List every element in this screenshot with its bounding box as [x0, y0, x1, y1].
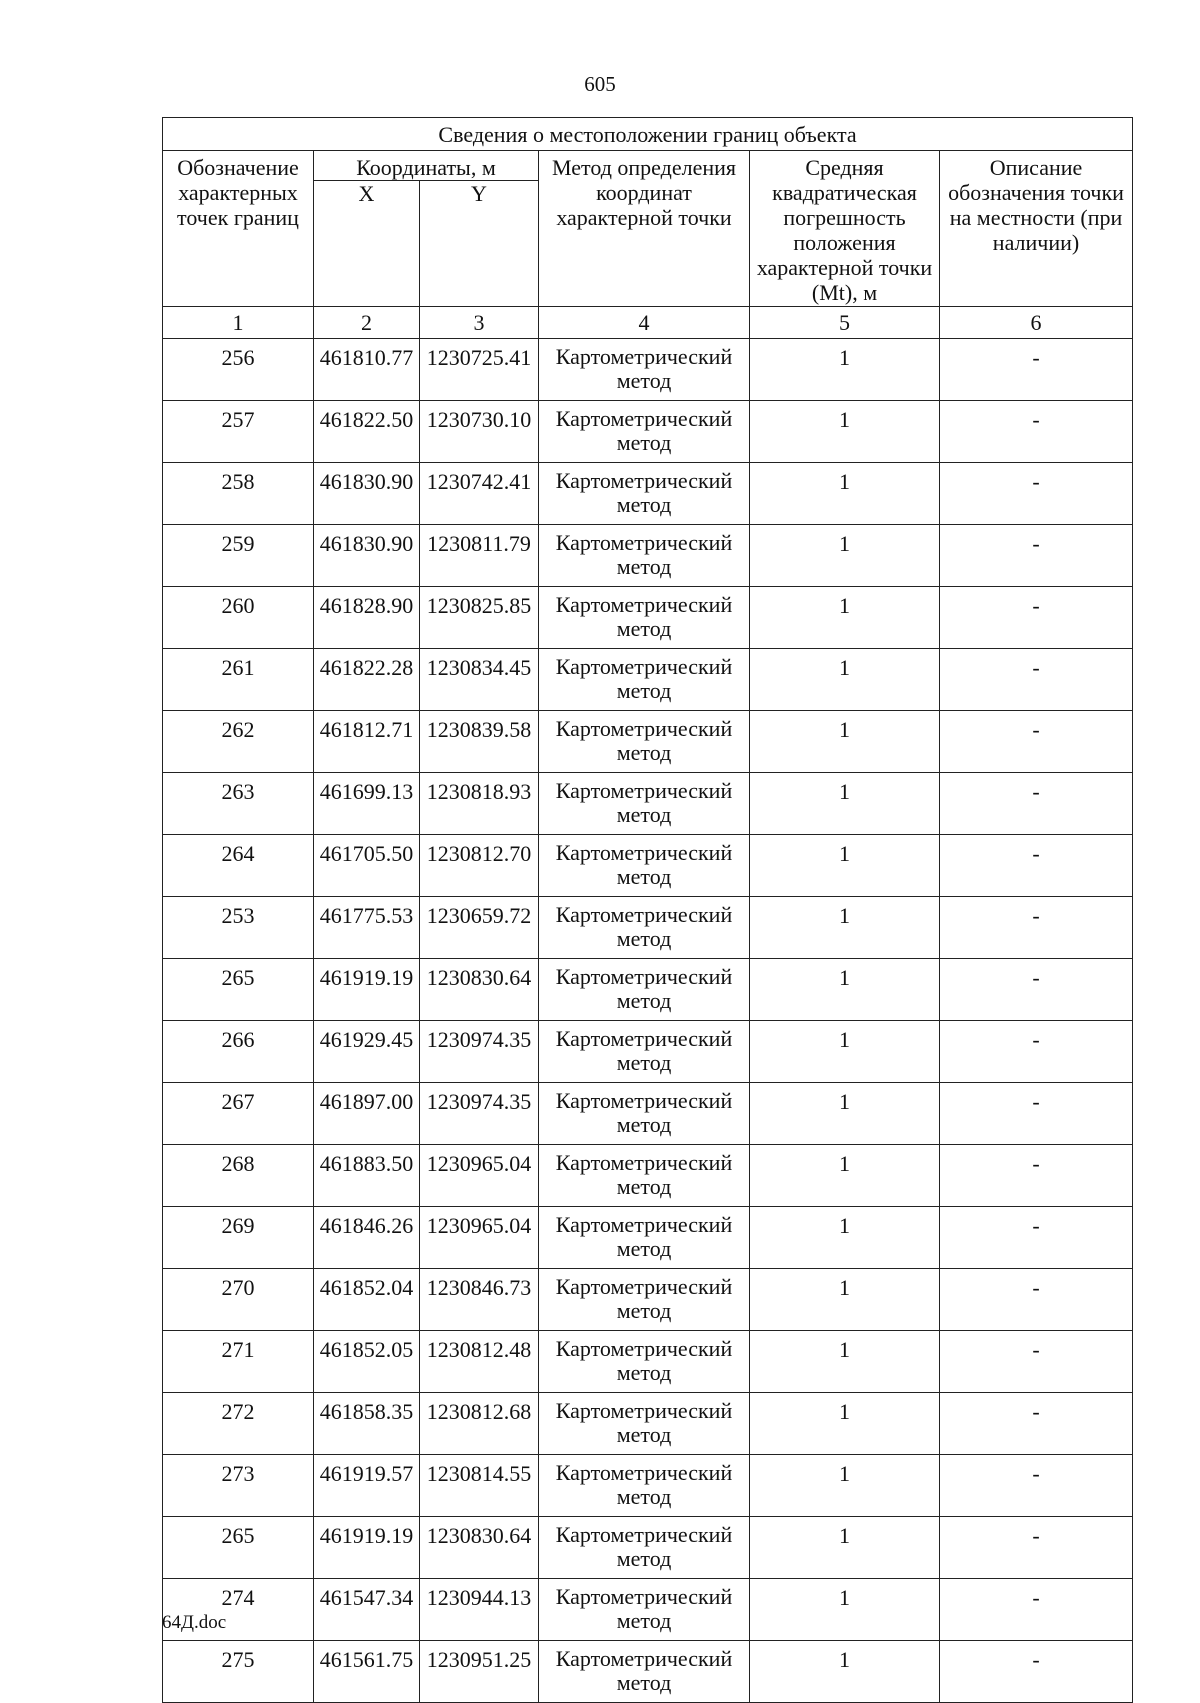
cell-y: 1230818.93 — [420, 773, 539, 835]
column-number: 5 — [750, 307, 940, 339]
cell-description: - — [940, 1455, 1133, 1517]
cell-description: - — [940, 1207, 1133, 1269]
cell-method: Картометрический метод — [539, 463, 750, 525]
cell-point: 261 — [163, 649, 314, 711]
table-row — [163, 773, 1133, 835]
table-row — [163, 835, 1133, 897]
cell-description: - — [940, 1331, 1133, 1393]
table-row — [163, 1269, 1133, 1331]
header-point: Обозначение характерных точек границ — [163, 151, 314, 307]
cell-x: 461822.28 — [314, 649, 420, 711]
cell-x: 461810.77 — [314, 339, 420, 401]
cell-description: - — [940, 897, 1133, 959]
cell-error: 1 — [750, 401, 940, 463]
cell-x: 461812.71 — [314, 711, 420, 773]
cell-description: - — [940, 339, 1133, 401]
cell-method: Картометрический метод — [539, 1517, 750, 1579]
cell-method: Картометрический метод — [539, 1393, 750, 1455]
table-row — [163, 1207, 1133, 1269]
cell-y: 1230830.64 — [420, 1517, 539, 1579]
cell-y: 1230974.35 — [420, 1021, 539, 1083]
cell-point: 266 — [163, 1021, 314, 1083]
cell-point: 259 — [163, 525, 314, 587]
table-row — [163, 339, 1133, 401]
cell-description: - — [940, 773, 1133, 835]
cell-error: 1 — [750, 463, 940, 525]
cell-x: 461858.35 — [314, 1393, 420, 1455]
cell-point: 273 — [163, 1455, 314, 1517]
cell-method: Картометрический метод — [539, 1021, 750, 1083]
cell-method: Картометрический метод — [539, 649, 750, 711]
cell-y: 1230846.73 — [420, 1269, 539, 1331]
cell-method: Картометрический метод — [539, 711, 750, 773]
cell-error: 1 — [750, 587, 940, 649]
cell-description: - — [940, 401, 1133, 463]
cell-method: Картометрический метод — [539, 339, 750, 401]
cell-method: Картометрический метод — [539, 401, 750, 463]
cell-y: 1230974.35 — [420, 1083, 539, 1145]
column-numbers-row — [163, 307, 1133, 339]
cell-x: 461852.04 — [314, 1269, 420, 1331]
cell-description: - — [940, 463, 1133, 525]
cell-description: - — [940, 587, 1133, 649]
cell-y: 1230951.25 — [420, 1641, 539, 1703]
file-name-footer: 64Д.doc — [162, 1612, 227, 1633]
cell-description: - — [940, 959, 1133, 1021]
cell-point: 270 — [163, 1269, 314, 1331]
cell-error: 1 — [750, 1579, 940, 1641]
boundary-points-table — [162, 117, 1133, 1703]
cell-point: 260 — [163, 587, 314, 649]
column-number: 1 — [163, 307, 314, 339]
cell-method: Картометрический метод — [539, 1579, 750, 1641]
cell-error: 1 — [750, 1145, 940, 1207]
cell-description: - — [940, 1145, 1133, 1207]
table-title: Сведения о местоположении границ объекта — [163, 118, 1133, 151]
cell-error: 1 — [750, 1641, 940, 1703]
cell-error: 1 — [750, 649, 940, 711]
cell-description: - — [940, 1579, 1133, 1641]
cell-y: 1230825.85 — [420, 587, 539, 649]
cell-error: 1 — [750, 835, 940, 897]
cell-description: - — [940, 1517, 1133, 1579]
cell-description: - — [940, 835, 1133, 897]
cell-y: 1230725.41 — [420, 339, 539, 401]
cell-method: Картометрический метод — [539, 1641, 750, 1703]
cell-x: 461822.50 — [314, 401, 420, 463]
cell-error: 1 — [750, 339, 940, 401]
cell-description: - — [940, 649, 1133, 711]
cell-x: 461828.90 — [314, 587, 420, 649]
cell-point: 264 — [163, 835, 314, 897]
cell-y: 1230965.04 — [420, 1145, 539, 1207]
table-row — [163, 1021, 1133, 1083]
header-y: Y — [420, 181, 539, 307]
cell-method: Картометрический метод — [539, 1145, 750, 1207]
table-row — [163, 1517, 1133, 1579]
header-coords: Координаты, м — [314, 151, 539, 181]
cell-error: 1 — [750, 1083, 940, 1145]
cell-point: 257 — [163, 401, 314, 463]
table-row — [163, 1145, 1133, 1207]
cell-x: 461547.34 — [314, 1579, 420, 1641]
header-x: X — [314, 181, 420, 307]
table-row — [163, 959, 1133, 1021]
cell-description: - — [940, 711, 1133, 773]
cell-y: 1230812.68 — [420, 1393, 539, 1455]
cell-point: 267 — [163, 1083, 314, 1145]
cell-method: Картометрический метод — [539, 773, 750, 835]
header-description: Описание обозначения точки на местности (при наличии) — [940, 151, 1133, 307]
cell-description: - — [940, 1021, 1133, 1083]
cell-error: 1 — [750, 1455, 940, 1517]
cell-error: 1 — [750, 1517, 940, 1579]
cell-point: 269 — [163, 1207, 314, 1269]
column-number: 4 — [539, 307, 750, 339]
cell-error: 1 — [750, 1269, 940, 1331]
cell-y: 1230811.79 — [420, 525, 539, 587]
cell-description: - — [940, 1083, 1133, 1145]
cell-y: 1230830.64 — [420, 959, 539, 1021]
cell-x: 461705.50 — [314, 835, 420, 897]
cell-method: Картометрический метод — [539, 525, 750, 587]
table-row — [163, 897, 1133, 959]
cell-method: Картометрический метод — [539, 897, 750, 959]
cell-x: 461830.90 — [314, 525, 420, 587]
table-row — [163, 1393, 1133, 1455]
cell-error: 1 — [750, 1021, 940, 1083]
cell-method: Картометрический метод — [539, 1269, 750, 1331]
cell-y: 1230659.72 — [420, 897, 539, 959]
cell-point: 258 — [163, 463, 314, 525]
cell-error: 1 — [750, 773, 940, 835]
cell-description: - — [940, 1393, 1133, 1455]
cell-x: 461846.26 — [314, 1207, 420, 1269]
cell-point: 256 — [163, 339, 314, 401]
cell-x: 461852.05 — [314, 1331, 420, 1393]
cell-x: 461897.00 — [314, 1083, 420, 1145]
cell-error: 1 — [750, 1331, 940, 1393]
table-row — [163, 1579, 1133, 1641]
cell-method: Картометрический метод — [539, 1455, 750, 1517]
cell-point: 263 — [163, 773, 314, 835]
cell-x: 461929.45 — [314, 1021, 420, 1083]
cell-y: 1230742.41 — [420, 463, 539, 525]
cell-description: - — [940, 1641, 1133, 1703]
column-number: 2 — [314, 307, 420, 339]
cell-x: 461919.19 — [314, 959, 420, 1021]
cell-point: 271 — [163, 1331, 314, 1393]
table-body — [163, 339, 1133, 1703]
cell-point: 268 — [163, 1145, 314, 1207]
table-row — [163, 463, 1133, 525]
cell-x: 461830.90 — [314, 463, 420, 525]
cell-y: 1230812.70 — [420, 835, 539, 897]
table-row — [163, 1083, 1133, 1145]
cell-description: - — [940, 1269, 1133, 1331]
cell-x: 461919.57 — [314, 1455, 420, 1517]
cell-method: Картометрический метод — [539, 1207, 750, 1269]
table-row — [163, 711, 1133, 773]
cell-method: Картометрический метод — [539, 835, 750, 897]
header-method: Метод определения координат характерной точки — [539, 151, 750, 307]
cell-y: 1230730.10 — [420, 401, 539, 463]
cell-x: 461883.50 — [314, 1145, 420, 1207]
cell-point: 262 — [163, 711, 314, 773]
cell-point: 265 — [163, 959, 314, 1021]
cell-error: 1 — [750, 1207, 940, 1269]
header-error: Средняя квадратическая погрешность положения характерной точки (Mt), м — [750, 151, 940, 307]
table-row — [163, 1641, 1133, 1703]
cell-error: 1 — [750, 959, 940, 1021]
cell-method: Картометрический метод — [539, 1083, 750, 1145]
cell-error: 1 — [750, 897, 940, 959]
cell-y: 1230812.48 — [420, 1331, 539, 1393]
cell-point: 274 — [163, 1579, 314, 1641]
cell-x: 461775.53 — [314, 897, 420, 959]
cell-y: 1230944.13 — [420, 1579, 539, 1641]
table-row — [163, 525, 1133, 587]
table-row — [163, 649, 1133, 711]
cell-description: - — [940, 525, 1133, 587]
cell-x: 461561.75 — [314, 1641, 420, 1703]
cell-y: 1230839.58 — [420, 711, 539, 773]
cell-x: 461919.19 — [314, 1517, 420, 1579]
table-row — [163, 587, 1133, 649]
cell-error: 1 — [750, 525, 940, 587]
cell-error: 1 — [750, 711, 940, 773]
cell-y: 1230814.55 — [420, 1455, 539, 1517]
page-number: 605 — [584, 72, 616, 96]
cell-point: 272 — [163, 1393, 314, 1455]
cell-method: Картометрический метод — [539, 1331, 750, 1393]
cell-point: 265 — [163, 1517, 314, 1579]
cell-x: 461699.13 — [314, 773, 420, 835]
cell-point: 275 — [163, 1641, 314, 1703]
table-row — [163, 1331, 1133, 1393]
table-row — [163, 1455, 1133, 1517]
table-row — [163, 401, 1133, 463]
cell-point: 253 — [163, 897, 314, 959]
cell-error: 1 — [750, 1393, 940, 1455]
cell-method: Картометрический метод — [539, 587, 750, 649]
column-number: 6 — [940, 307, 1133, 339]
cell-method: Картометрический метод — [539, 959, 750, 1021]
cell-y: 1230834.45 — [420, 649, 539, 711]
cell-y: 1230965.04 — [420, 1207, 539, 1269]
column-number: 3 — [420, 307, 539, 339]
